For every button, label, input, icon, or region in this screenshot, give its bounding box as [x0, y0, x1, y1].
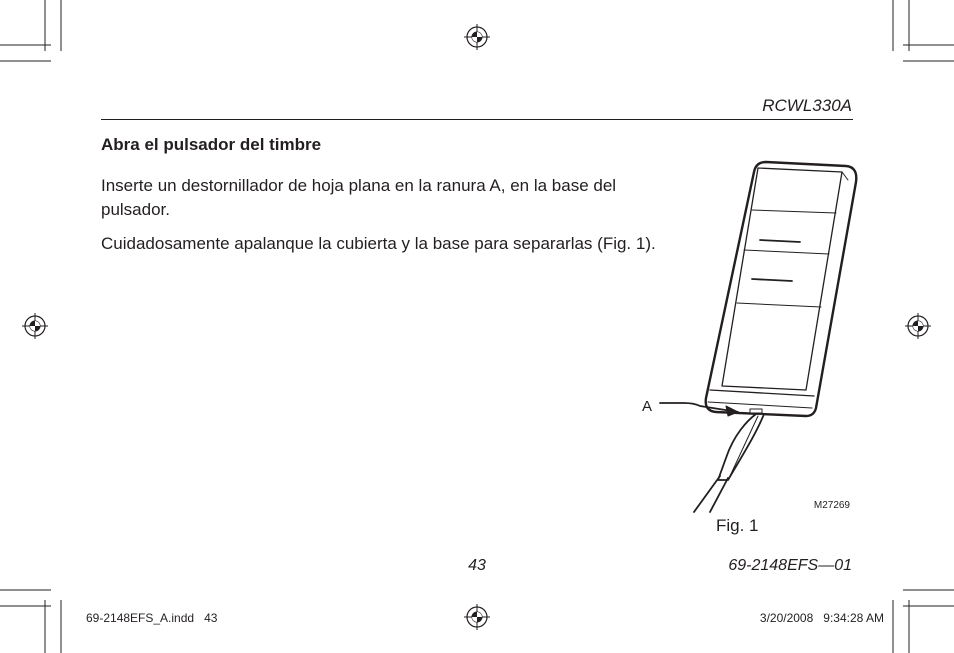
drawing-code: M27269 [813, 500, 850, 511]
figure-push-button-illustration [630, 158, 862, 518]
instruction-paragraph-2: Cuidadosamente apalanque la cubierta y la base para separarlas (Fig. 1). [101, 234, 656, 253]
figure-caption: Fig. 1 [716, 516, 759, 535]
section-title: Abra el pulsador del timbre [101, 135, 322, 154]
screwdriver-blade [718, 414, 764, 480]
callout-label-a: A [642, 398, 653, 415]
instruction-paragraph-1: Inserte un destornillador de hoja plana en la ranura A, en la base del pulsador. [101, 176, 617, 219]
registration-mark-left [22, 313, 48, 339]
registration-mark-right [905, 313, 931, 339]
header-model-name: RCWL330A [762, 96, 852, 115]
registration-mark-bottom [464, 604, 490, 630]
page-number: 43 [468, 557, 486, 574]
slug-file-name: 69-2148EFS_A.indd 43 [86, 611, 218, 625]
slot-a [750, 409, 762, 413]
push-button-body [706, 162, 857, 416]
slug-datetime: 3/20/2008 9:34:28 AM [759, 611, 884, 625]
registration-mark-top [464, 24, 490, 50]
document-code: 69-2148EFS—01 [728, 557, 852, 574]
header-rule [101, 119, 853, 120]
